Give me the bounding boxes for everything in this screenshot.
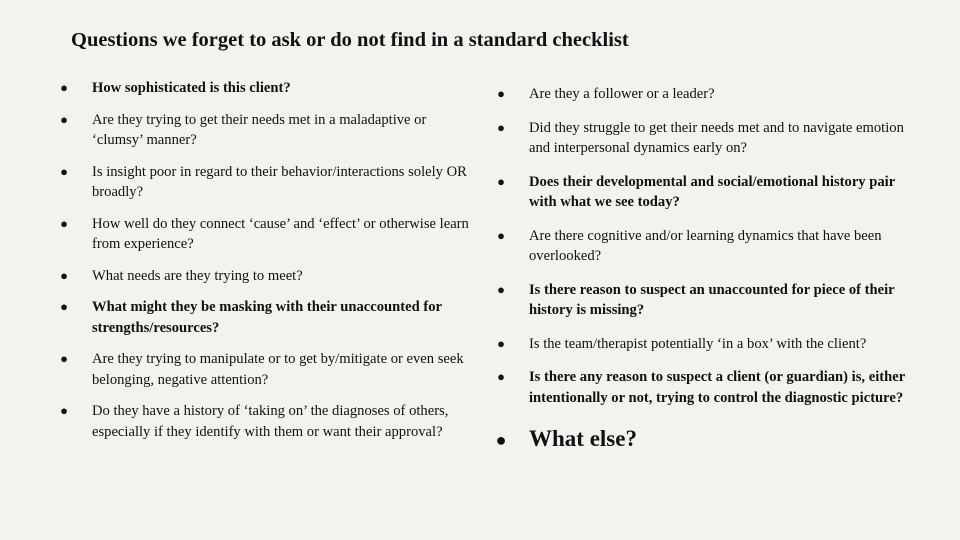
bullet-icon: ●	[60, 299, 68, 314]
list-item	[494, 84, 924, 105]
list-item	[494, 334, 924, 355]
question-text: Are they a follower or a leader?	[529, 86, 715, 102]
bullet-icon: ●	[60, 80, 68, 95]
question-text: Did they struggle to get their needs met and to navigate emotion and interpersonal dynamics early on?	[529, 119, 904, 156]
bullet-icon: ●	[60, 215, 68, 231]
bullet-icon: ●	[60, 403, 68, 418]
list-item	[57, 266, 477, 287]
question-text: How well do they connect ‘cause’ and ‘effect’ or otherwise learn from experience?	[92, 215, 469, 252]
list-item	[57, 214, 477, 255]
question-text: What else?	[529, 426, 637, 451]
list-item	[494, 425, 924, 453]
bullet-icon: ●	[497, 335, 505, 351]
bullet-icon: ●	[60, 351, 68, 366]
list-item	[57, 78, 477, 99]
question-text: Is insight poor in regard to their behavior/interactions solely OR broadly?	[92, 163, 467, 200]
bullet-icon: ●	[60, 267, 68, 283]
question-text: Is there any reason to suspect a client (or guardian) is, either intentionally or not, trying to control the diagnostic picture?	[529, 369, 905, 406]
list-item	[494, 172, 924, 213]
question-text: What might they be masking with their unaccounted for strengths/resources?	[92, 299, 442, 336]
question-text: Do they have a history of ‘taking on’ the diagnoses of others, especially if they identify with them or want their approval?	[92, 403, 449, 440]
question-text: Is the team/therapist potentially ‘in a box’ with the client?	[529, 335, 867, 352]
list-item	[57, 297, 477, 338]
list-item	[494, 367, 924, 408]
bullet-icon: ●	[497, 86, 505, 101]
list-item	[57, 162, 477, 203]
right-question-list	[494, 84, 924, 453]
list-item	[494, 280, 924, 321]
question-text: Are there cognitive and/or learning dynamics that have been overlooked?	[529, 227, 882, 264]
bullet-icon: ●	[497, 281, 505, 297]
list-item	[57, 349, 477, 390]
slide-title: Questions we forget to ask or do not find in a standard checklist	[71, 29, 629, 51]
question-text: How sophisticated is this client?	[92, 80, 291, 96]
list-item	[494, 226, 924, 267]
bullet-icon: ●	[495, 430, 507, 450]
bullet-icon: ●	[60, 111, 68, 127]
question-text: Does their developmental and social/emotional history pair with what we see today?	[529, 173, 895, 210]
left-question-list	[57, 78, 477, 442]
bullet-icon: ●	[497, 369, 505, 384]
bullet-icon: ●	[497, 227, 505, 243]
list-item	[57, 401, 477, 442]
list-item	[494, 118, 924, 159]
question-text: Are they trying to manipulate or to get by/mitigate or even seek belonging, negative attention?	[92, 351, 464, 388]
question-text: Is there reason to suspect an unaccounted for piece of their history is missing?	[529, 281, 895, 318]
question-text: Are they trying to get their needs met in a maladaptive or ‘clumsy’ manner?	[92, 111, 427, 148]
bullet-icon: ●	[497, 119, 505, 135]
bullet-icon: ●	[497, 173, 505, 189]
bullet-icon: ●	[60, 163, 68, 179]
list-item	[57, 110, 477, 151]
question-text: What needs are they trying to meet?	[92, 267, 303, 284]
